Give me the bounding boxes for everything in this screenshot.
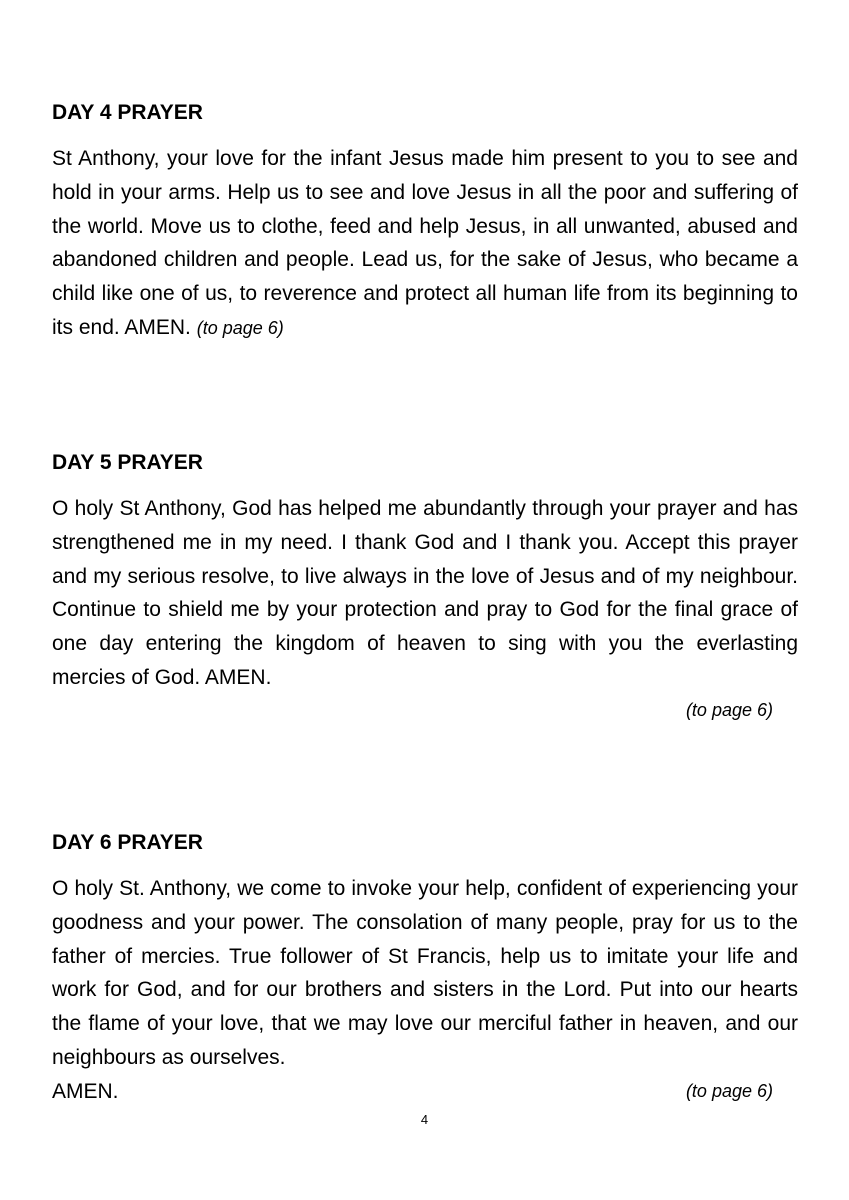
day-4-prayer-body: St Anthony, your love for the infant Jesus made him present to you to see and hold in your arms. Help us to see and love Jesus in all the poor and suffering of the world. Move us to clothe, feed and help Jesus, in all unwanted, abused and abandoned children and people. Lead us, for the sake of Jesus, who became a child like one of us, to reverence and protect all human life from its beginning to its end. AMEN. xyxy=(52,147,798,339)
day-4-section xyxy=(52,99,798,346)
day-5-heading: DAY 5 PRAYER xyxy=(52,451,203,474)
day-5-page-reference: (to page 6) xyxy=(685,699,773,720)
day-4-prayer-text xyxy=(52,142,798,346)
day-6-section xyxy=(52,829,798,1109)
day-6-prayer-text: O holy St. Anthony, we come to invoke your help, confident of experiencing your goodness and your power. The consolation of many people, pray for us to the father of mercies. True follower of St Francis, help us to imitate your life and work for God, and for our brothers and sisters in the Lord. Put into our hearts the flame of your love, that we may love our merciful father in heaven, and our neighbours as ourselves. xyxy=(52,877,798,1069)
day-4-heading: DAY 4 PRAYER xyxy=(52,101,203,124)
day-6-heading: DAY 6 PRAYER xyxy=(52,831,203,854)
page-number: 4 xyxy=(420,1112,429,1127)
day-5-section xyxy=(52,449,798,725)
day-6-closing-line xyxy=(52,1075,798,1109)
day-4-page-reference: (to page 6) xyxy=(196,317,284,338)
day-6-page-reference: (to page 6) xyxy=(685,1080,773,1101)
prayer-page xyxy=(52,0,798,1200)
day-6-amen: AMEN. xyxy=(52,1079,119,1103)
day-5-prayer-text: O holy St Anthony, God has helped me abundantly through your prayer and has strengthened me in my need. I thank God and I thank you. Accept this prayer and my serious resolve, to live always in the love of Jesus and of my neighbour. Continue to shield me by your protection and pray to God for the final grace of one day entering the kingdom of heaven to sing with you the everlasting mercies of God. AMEN. xyxy=(52,497,798,689)
